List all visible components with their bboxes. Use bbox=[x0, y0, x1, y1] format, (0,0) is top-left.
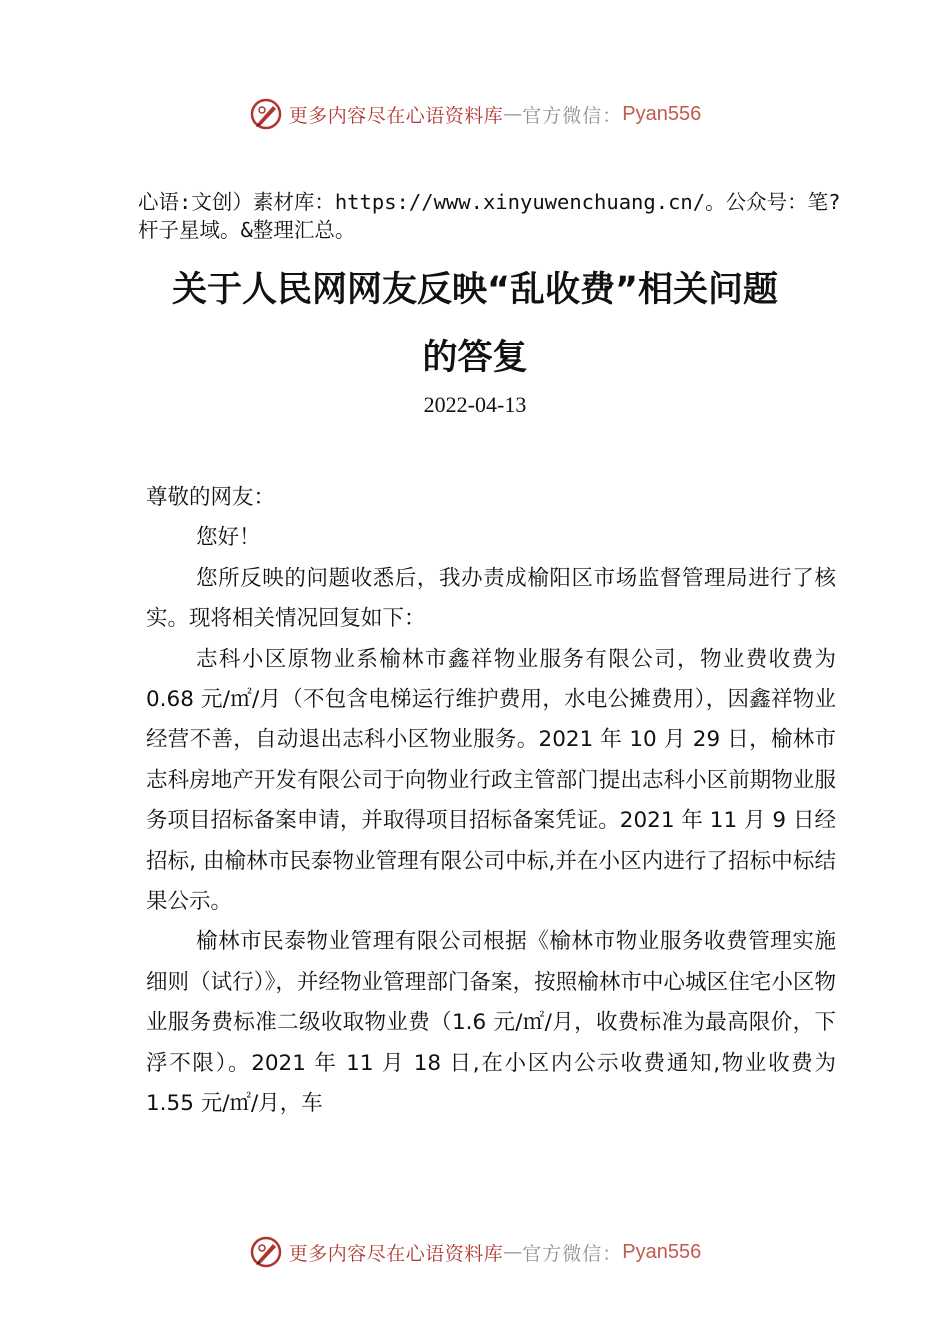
paragraph-1: 您所反映的问题收悉后，我办责成榆阳区市场监督管理局进行了核实。现将相关情况回复如下： bbox=[146, 565, 836, 632]
source-line: 心语:文创）素材库：https://www.xinyuwenchuang.cn/。公众号：笔?杆子星域。&整理汇总。 bbox=[138, 190, 841, 242]
pen-logo-icon bbox=[249, 97, 283, 131]
publish-date: 2022-04-13 bbox=[423, 392, 527, 417]
banner-wechat-label: 官方微信： bbox=[522, 104, 623, 127]
pen-logo-icon bbox=[249, 1235, 283, 1269]
banner-main-text: 更多内容尽在心语资料库 bbox=[288, 1242, 504, 1265]
greeting: 您好！ bbox=[196, 525, 261, 551]
letter-body bbox=[146, 478, 836, 1125]
paragraph-2: 志科小区原物业系榆林市鑫祥物业服务有限公司，物业费收费为 0.68 元/㎡/月（不包含电梯运行维护费用，水电公摊费用），因鑫祥物业经营不善，自动退出志科小区物业服务。2021 年 10 月 29 日，榆林市志科房地产开发有限公司于向物业行政主管部门提出志科小区前期物业服务项目招标备案申请，并取得项目招标备案凭证。2021 年 11 月 9 日经招标, 由榆林市民泰物业管理有限公司中标,并在小区内进行了招标中标结果公示。 bbox=[146, 646, 836, 915]
banner-wechat-id: Pyan556 bbox=[622, 102, 702, 125]
banner-wechat-label: 官方微信： bbox=[522, 1242, 623, 1265]
banner-dash: — bbox=[503, 103, 523, 125]
header-banner bbox=[0, 94, 950, 134]
page-title-line-1: 关于人民网网友反映“乱收费”相关问题 bbox=[171, 270, 778, 310]
banner-main-text: 更多内容尽在心语资料库 bbox=[288, 104, 504, 127]
footer-banner bbox=[0, 1232, 950, 1272]
banner-dash: — bbox=[503, 1241, 523, 1263]
salutation: 尊敬的网友： bbox=[146, 485, 276, 510]
page-title-line-2: 的答复 bbox=[422, 338, 528, 378]
banner-wechat-id: Pyan556 bbox=[622, 1240, 702, 1263]
paragraph-3: 榆林市民泰物业管理有限公司根据《榆林市物业服务收费管理实施细则（试行）》，并经物业管理部门备案，按照榆林市中心城区住宅小区物业服务费标准二级收取物业费（1.6 元/㎡/月，收费标准为最高限价，下浮不限）。2021 年 11 月 18 日,在小区内公示收费通知,物业收费为 1.55 元/㎡/月，车 bbox=[146, 929, 836, 1117]
